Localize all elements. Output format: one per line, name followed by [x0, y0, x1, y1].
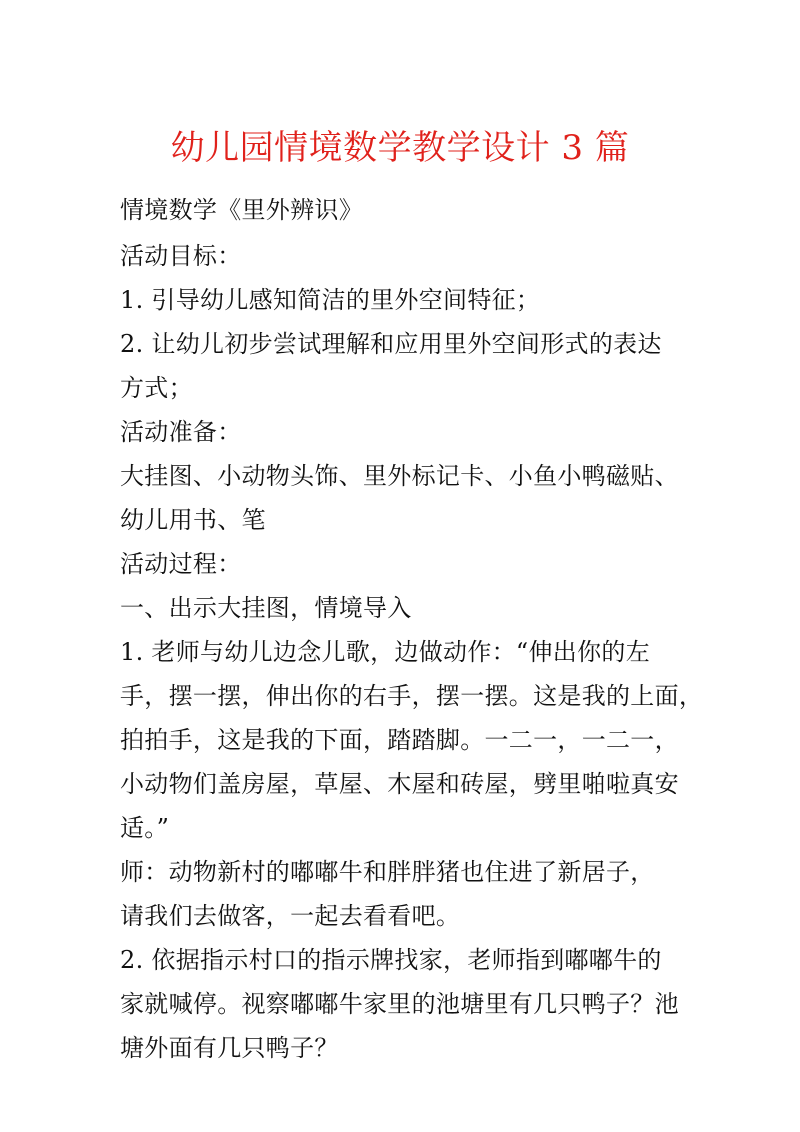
body-line: 2. 让幼儿初步尝试理解和应用里外空间形式的表达	[120, 330, 662, 358]
document-title: 幼儿园情境数学教学设计 3 篇	[170, 128, 630, 168]
section-heading: 情境数学《里外辨识》	[120, 196, 363, 224]
body-line: 活动准备：	[120, 418, 242, 446]
body-line: 2. 依据指示村口的指示牌找家，老师指到嘟嘟牛的	[120, 946, 662, 974]
body-line: 小动物们盖房屋，草屋、木屋和砖屋，劈里啪啦真安	[120, 770, 679, 798]
body-line: 一、出示大挂图，情境导入	[120, 594, 412, 622]
body-line: 家就喊停。视察嘟嘟牛家里的池塘里有几只鸭子？池	[120, 990, 679, 1018]
body-line: 大挂图、小动物头饰、里外标记卡、小鱼小鸭磁贴、	[120, 462, 679, 490]
body-line: 手，摆一摆，伸出你的右手，摆一摆。这是我的上面，	[120, 682, 704, 710]
body-line: 幼儿用书、笔	[120, 506, 266, 534]
body-line: 塘外面有几只鸭子？	[120, 1034, 339, 1062]
body-line: 师：动物新村的嘟嘟牛和胖胖猪也住进了新居子，	[120, 858, 655, 886]
body-line: 活动过程：	[120, 550, 242, 578]
body-line: 活动目标：	[120, 242, 242, 270]
body-line: 拍拍手，这是我的下面，踏踏脚。一二一，一二一，	[120, 726, 679, 754]
body-line: 方式；	[120, 374, 193, 402]
body-line: 适。”	[120, 814, 170, 842]
body-line: 请我们去做客，一起去看看吧。	[120, 902, 461, 930]
body-line: 1. 老师与幼儿边念儿歌，边做动作：“伸出你的左	[120, 638, 650, 666]
body-line: 1. 引导幼儿感知简洁的里外空间特征；	[120, 286, 541, 314]
